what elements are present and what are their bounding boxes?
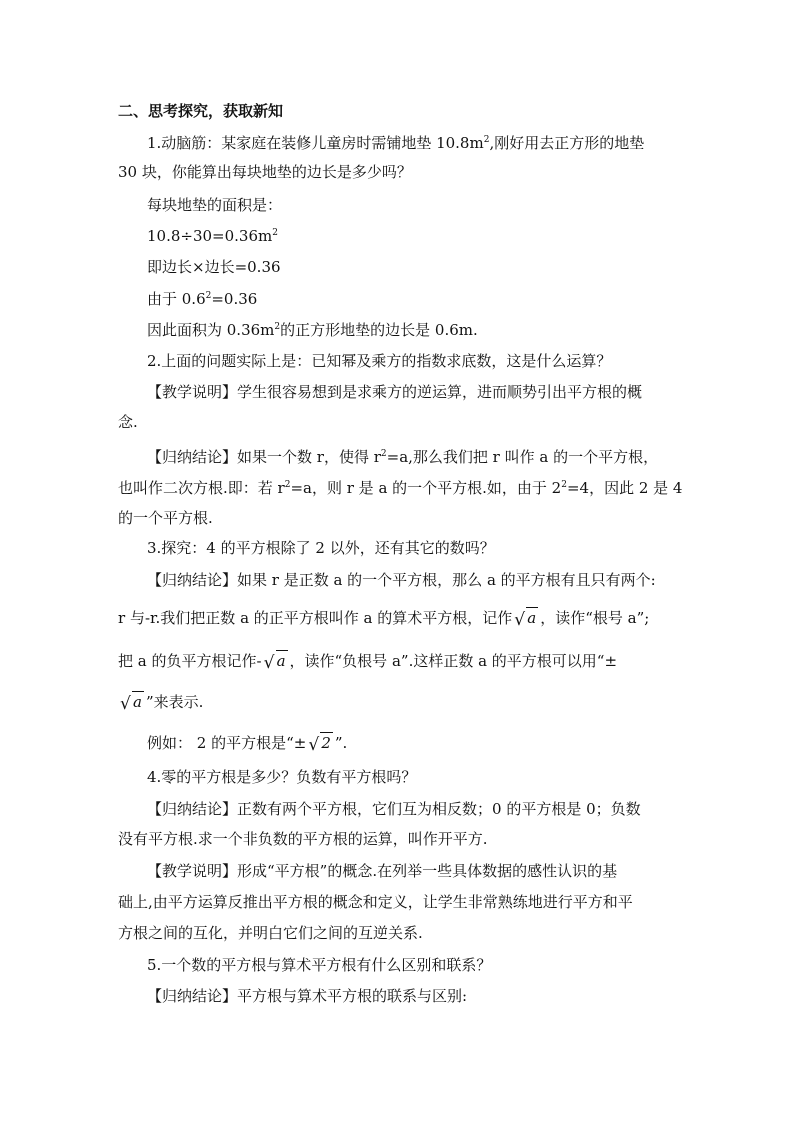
conclusion-3-line-1: 【归纳结论】正数有两个平方根，它们互为相反数；0 的平方根是 0；负数 (147, 800, 641, 818)
teaching-note-1-line-2: 念. (118, 413, 138, 431)
conclusion-4: 【归纳结论】平方根与算术平方根的联系与区别: (147, 987, 468, 1005)
radical-sign: √ (120, 694, 131, 714)
conclusion-2-line-4: √ a ”来表示. (120, 693, 204, 714)
paragraph-1-line-2: 30 块，你能算出每块地垫的边长是多少吗？ (118, 163, 412, 181)
sqrt-a-symbol: √ a (263, 652, 286, 673)
paragraph-2: 每块地垫的面积是： (147, 196, 283, 214)
paragraph-3: $10.8\div 30=0.36m^2$ (147, 227, 278, 245)
conclusion-1-line-3: 的一个平方根. (118, 509, 213, 527)
conclusion-2-line-1: 【归纳结论】如果 r 是正数 a 的一个平方根，那么 a 的平方根有且只有两个: (147, 571, 656, 589)
conclusion-1-line-1: 【归纳结论】如果一个数 r，使得 $r^2=a$,那么我们把 r 叫作 a 的一个平方根， (147, 448, 659, 466)
radical-sign: √ (308, 735, 320, 755)
paragraph-7: 2.上面的问题实际上是：已知幂及乘方的指数求底数，这是什么运算？ (147, 352, 612, 370)
paragraph-4: 即边长×边长=0.36 (147, 258, 281, 276)
radical-sign: √ (514, 610, 526, 630)
section-title: 二、思考探究，获取新知 (118, 102, 284, 120)
conclusion-2-line-3: 把 a 的负平方根记作- √ a ，读作“负根号 a”.这样正数 a 的平方根可以用“± (118, 652, 618, 673)
teaching-note-2-line-2: 础上,由平方运算反推出平方根的概念和定义，让学生非常熟练地进行平方和平 (118, 893, 633, 911)
teaching-note-2-line-3: 方根之间的互化，并明白它们之间的互逆关系. (118, 924, 423, 942)
paragraph-10: 3.探究：4 的平方根除了 2 以外，还有其它的数吗？ (147, 539, 495, 557)
conclusion-1-line-2: 也叫作二次方根.即：若 $r^2=a$，则 r 是 a 的一个平方根.如，由于 $2^2=4$，因此 2 是 4 (118, 479, 683, 497)
paragraph-5: 由于 $0.6^2=0.36$ (147, 290, 258, 308)
teaching-note-1-line-1: 【教学说明】学生很容易想到是求乘方的逆运算，进而顺势引出平方根的概 (147, 383, 643, 401)
paragraph-6: 因此面积为 $0.36m^2$的正方形地垫的边长是 0.6m. (147, 321, 478, 339)
conclusion-3-line-2: 没有平方根.求一个非负数的平方根的运算，叫作开平方. (118, 830, 488, 848)
sqrt-a-symbol: √ a (120, 693, 142, 714)
paragraph-1-line-1: 1.动脑筋：某家庭在装修儿童房时需铺地垫 $10.8m^2$,刚好用去正方形的地垫 (147, 134, 645, 152)
radical-sign: √ (263, 653, 275, 673)
paragraph-16: 5.一个数的平方根与算术平方根有什么区别和联系？ (147, 956, 492, 974)
paragraph-13: 4.零的平方根是多少？负数有平方根吗？ (147, 768, 417, 786)
conclusion-2-line-2: r 与-r.我们把正数 a 的正平方根叫作 a 的算术平方根，记作 √ a ，读作“根号 a”; (118, 609, 650, 630)
example-line: 例如： 2 的平方根是“± √ 2 ”. (147, 734, 348, 755)
sqrt-2-symbol: √ 2 (308, 734, 331, 755)
teaching-note-2-line-1: 【教学说明】形成“平方根”的概念.在列举一些具体数据的感性认识的基 (147, 862, 618, 880)
sqrt-a-symbol: √ a (514, 609, 537, 630)
